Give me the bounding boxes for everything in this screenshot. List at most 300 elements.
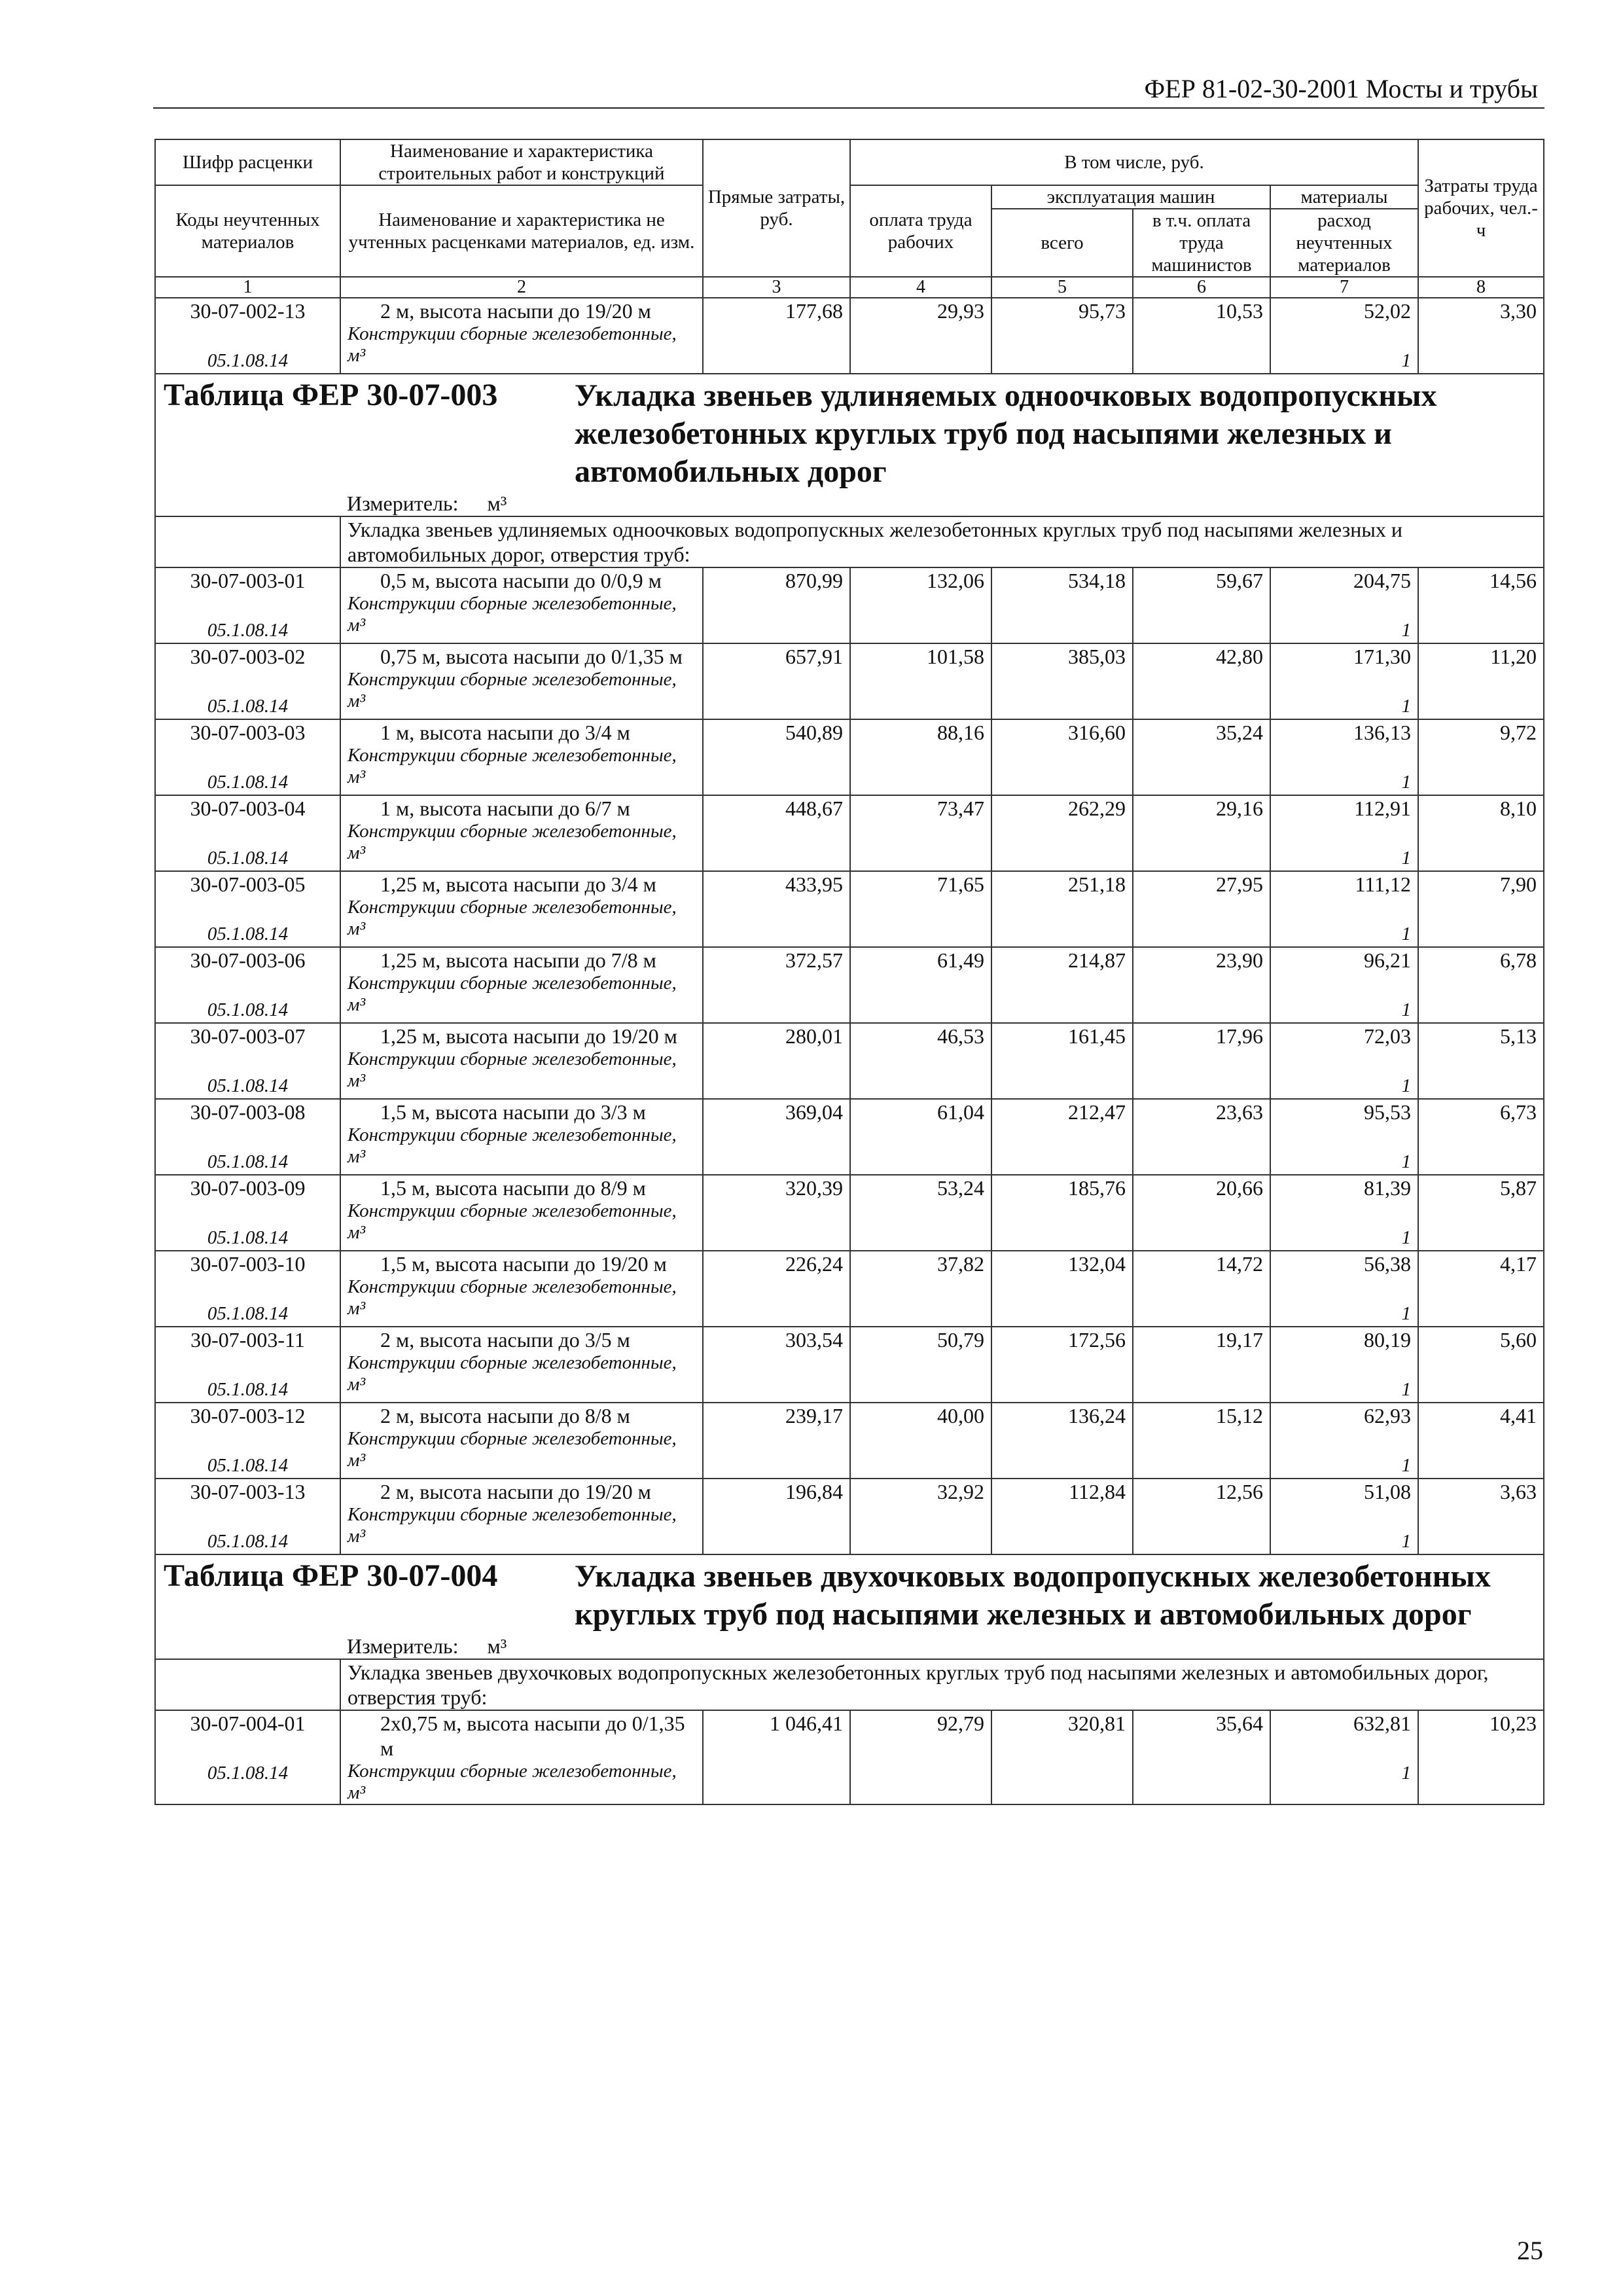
value-labor: 46,53: [850, 1023, 991, 1099]
material-quantity: 1: [1401, 1531, 1411, 1552]
material-code: 05.1.08.14: [207, 1531, 289, 1552]
value-machines: 136,24: [991, 1403, 1133, 1479]
value-materials: 51,08: [1364, 1480, 1411, 1503]
materials-cell: [1270, 567, 1418, 643]
value-hours: 10,23: [1418, 1710, 1544, 1804]
description-row: [155, 516, 1544, 567]
rate-code: 30-07-003-04: [190, 797, 306, 820]
rate-name-cell: [340, 1327, 703, 1403]
material-quantity: 1: [1401, 1075, 1411, 1096]
rate-code-cell: [155, 1175, 340, 1251]
material-name: Конструкции сборные железобетонные, м³: [348, 1049, 677, 1091]
meter-row: [155, 491, 1544, 516]
value-operators: 15,12: [1133, 1403, 1270, 1479]
material-quantity: 1: [1401, 772, 1411, 793]
rate-name: 1,5 м, высота насыпи до 19/20 м: [380, 1252, 667, 1276]
value-materials: 56,38: [1364, 1252, 1411, 1276]
spacer: [1277, 821, 1411, 846]
rate-name: 1,5 м, высота насыпи до 8/9 м: [380, 1176, 646, 1200]
rate-code-cell: [155, 1327, 340, 1403]
value-operators: 35,64: [1133, 1710, 1270, 1804]
rate-name: 2 м, высота насыпи до 3/5 м: [380, 1328, 630, 1352]
table-row: [155, 1403, 1544, 1479]
value-direct: 448,67: [703, 795, 850, 871]
rate-name-cell: [340, 1251, 703, 1327]
col-name-header: Наименование и характеристика строительных работ и конструкций: [340, 139, 703, 185]
rate-name: 1 м, высота насыпи до 3/4 м: [380, 721, 630, 744]
meter-blank: [155, 491, 340, 516]
rate-name-cell: [340, 1099, 703, 1175]
rate-name-cell: [340, 871, 703, 947]
col-hours-header: Затраты труда рабочих, чел.-ч: [1418, 139, 1544, 277]
rate-name: 2х0,75 м, высота насыпи до 0/1,35 м: [380, 1712, 685, 1760]
table-row: [155, 298, 1544, 374]
material-quantity: 1: [1401, 1227, 1411, 1248]
rate-name-cell: [340, 1175, 703, 1251]
material-code: 05.1.08.14: [207, 350, 289, 371]
value-materials: 96,21: [1364, 948, 1411, 972]
page-header-title: ФЕР 81-02-30-2001 Мосты и трубы: [1144, 74, 1538, 103]
value-operators: 14,72: [1133, 1251, 1270, 1327]
meter-unit: м³: [487, 1634, 507, 1658]
material-quantity: 1: [1401, 1379, 1411, 1400]
value-labor: 40,00: [850, 1403, 991, 1479]
rate-name-cell: [340, 1403, 703, 1479]
rate-code: 30-07-003-11: [190, 1328, 305, 1352]
value-hours: 5,13: [1418, 1023, 1544, 1099]
material-code: 05.1.08.14: [207, 696, 289, 717]
material-code: 05.1.08.14: [207, 620, 289, 641]
spacer: [1277, 669, 1411, 694]
description-blank: [155, 1659, 340, 1710]
value-operators: 12,56: [1133, 1479, 1270, 1554]
rate-code-cell: [155, 1710, 340, 1804]
spacer: [162, 1428, 333, 1453]
value-operators: 59,67: [1133, 567, 1270, 643]
value-direct: 196,84: [703, 1479, 850, 1554]
rate-code-cell: [155, 1099, 340, 1175]
col-number: 5: [991, 277, 1133, 298]
value-direct: 320,39: [703, 1175, 850, 1251]
spacer: [1277, 973, 1411, 997]
rate-code: 30-07-003-01: [190, 569, 306, 592]
section-title: [164, 377, 1543, 491]
rate-code: 30-07-003-05: [190, 872, 306, 896]
value-machines: 112,84: [991, 1479, 1133, 1554]
spacer: [1277, 593, 1411, 618]
value-hours: 6,73: [1418, 1099, 1544, 1175]
section-title: [164, 1558, 1543, 1634]
value-hours: 4,17: [1418, 1251, 1544, 1327]
table-row: [155, 1099, 1544, 1175]
col-labor-header: оплата труда рабочих: [850, 185, 991, 277]
rate-code-cell: [155, 947, 340, 1023]
spacer: [1277, 323, 1411, 348]
rate-code: 30-07-003-09: [190, 1176, 306, 1200]
table-row: [155, 1327, 1544, 1403]
spacer: [1277, 1504, 1411, 1529]
value-machines: 320,81: [991, 1710, 1133, 1804]
material-name: Конструкции сборные железобетонные, м³: [348, 1761, 677, 1803]
material-name: Конструкции сборные железобетонные, м³: [348, 745, 677, 787]
col-number: 8: [1418, 277, 1544, 298]
spacer: [162, 745, 333, 770]
materials-cell: [1270, 871, 1418, 947]
value-labor: 132,06: [850, 567, 991, 643]
rate-name: 0,75 м, высота насыпи до 0/1,35 м: [380, 645, 683, 668]
value-labor: 92,79: [850, 1710, 991, 1804]
rate-code-cell: [155, 1023, 340, 1099]
section-title-row: [155, 374, 1544, 491]
col-number: 2: [340, 277, 703, 298]
table-row: [155, 1023, 1544, 1099]
section-title-cell: [155, 374, 1544, 491]
value-operators: 42,80: [1133, 643, 1270, 719]
rate-name: 0,5 м, высота насыпи до 0/0,9 м: [380, 569, 662, 592]
header-row-1: [155, 139, 1544, 185]
page-number: 25: [1517, 2236, 1543, 2265]
materials-cell: [1270, 1479, 1418, 1554]
rate-code: 30-07-003-06: [190, 948, 306, 972]
material-name: Конструкции сборные железобетонные, м³: [348, 1352, 677, 1395]
table-row: [155, 947, 1544, 1023]
material-code: 05.1.08.14: [207, 772, 289, 793]
material-name: Конструкции сборные железобетонные, м³: [348, 1428, 677, 1471]
rate-code: 30-07-003-13: [190, 1480, 306, 1503]
value-hours: 8,10: [1418, 795, 1544, 871]
header-rule: [153, 107, 1544, 109]
spacer: [162, 1736, 333, 1761]
material-quantity: 1: [1401, 848, 1411, 869]
rate-name-cell: [340, 298, 703, 374]
spacer: [1277, 745, 1411, 770]
rate-name-cell: [340, 1710, 703, 1804]
col-operators-header: в т.ч. оплата труда машинистов: [1133, 209, 1270, 277]
material-quantity: 1: [1401, 696, 1411, 717]
value-operators: 23,90: [1133, 947, 1270, 1023]
section-label: Таблица ФЕР 30-07-003: [164, 378, 498, 412]
material-code: 05.1.08.14: [207, 999, 289, 1020]
rate-code-cell: [155, 643, 340, 719]
column-numbers-row: [155, 277, 1544, 298]
rate-name: 2 м, высота насыпи до 8/8 м: [380, 1404, 630, 1427]
col-mat-name-header: Наименование и характеристика не учтенных расценками материалов, ед. изм.: [340, 185, 703, 277]
spacer: [162, 593, 333, 618]
value-materials: 72,03: [1364, 1024, 1411, 1048]
spacer: [162, 1504, 333, 1529]
rate-name: 1,5 м, высота насыпи до 3/3 м: [380, 1100, 646, 1124]
value-labor: 61,04: [850, 1099, 991, 1175]
table-row: [155, 643, 1544, 719]
value-machines: 534,18: [991, 567, 1133, 643]
material-name: Конструкции сборные железобетонные, м³: [348, 1504, 677, 1547]
value-labor: 53,24: [850, 1175, 991, 1251]
value-materials: 171,30: [1353, 645, 1411, 668]
value-machines: 251,18: [991, 871, 1133, 947]
material-code: 05.1.08.14: [207, 1455, 289, 1476]
rate-name-cell: [340, 1479, 703, 1554]
value-direct: 657,91: [703, 643, 850, 719]
spacer: [1277, 897, 1411, 922]
value-operators: 23,63: [1133, 1099, 1270, 1175]
value-machines: 262,29: [991, 795, 1133, 871]
value-machines: 161,45: [991, 1023, 1133, 1099]
table-row: [155, 1479, 1544, 1554]
value-hours: 4,41: [1418, 1403, 1544, 1479]
material-code: 05.1.08.14: [207, 848, 289, 869]
meter-cell: [340, 1634, 1544, 1659]
material-code: 05.1.08.14: [207, 1763, 289, 1784]
spacer: [162, 1200, 333, 1225]
material-quantity: 1: [1401, 620, 1411, 641]
value-machines: 214,87: [991, 947, 1133, 1023]
col-number: 1: [155, 277, 340, 298]
materials-cell: [1270, 1023, 1418, 1099]
value-direct: 433,95: [703, 871, 850, 947]
rate-code-cell: [155, 1251, 340, 1327]
value-hours: 9,72: [1418, 719, 1544, 795]
meter-unit: м³: [487, 492, 507, 515]
value-direct: 177,68: [703, 298, 850, 374]
material-quantity: 1: [1401, 1151, 1411, 1172]
meter-blank: [155, 1634, 340, 1659]
value-operators: 29,16: [1133, 795, 1270, 871]
materials-cell: [1270, 947, 1418, 1023]
materials-cell: [1270, 1403, 1418, 1479]
rate-name: 1 м, высота насыпи до 6/7 м: [380, 797, 630, 820]
rate-code-cell: [155, 298, 340, 374]
value-machines: 132,04: [991, 1251, 1133, 1327]
rate-name-cell: [340, 719, 703, 795]
material-name: Конструкции сборные железобетонные, м³: [348, 1124, 677, 1167]
value-hours: 5,60: [1418, 1327, 1544, 1403]
value-hours: 3,63: [1418, 1479, 1544, 1554]
rate-code-cell: [155, 795, 340, 871]
value-materials: 81,39: [1364, 1176, 1411, 1200]
value-labor: 37,82: [850, 1251, 991, 1327]
rate-name-cell: [340, 1023, 703, 1099]
value-hours: 6,78: [1418, 947, 1544, 1023]
spacer: [162, 897, 333, 922]
rate-code: 30-07-003-08: [190, 1100, 306, 1124]
meter-label: Измеритель:: [347, 1634, 459, 1658]
value-labor: 101,58: [850, 643, 991, 719]
value-materials: 111,12: [1355, 872, 1411, 896]
table-row: [155, 795, 1544, 871]
value-direct: 226,24: [703, 1251, 850, 1327]
materials-cell: [1270, 643, 1418, 719]
value-machines: 316,60: [991, 719, 1133, 795]
value-direct: 369,04: [703, 1099, 850, 1175]
rate-code: 30-07-002-13: [190, 299, 306, 323]
table-row: [155, 871, 1544, 947]
material-name: Конструкции сборные железобетонные, м³: [348, 1276, 677, 1319]
rate-name: 2 м, высота насыпи до 19/20 м: [380, 299, 651, 323]
rate-name: 1,25 м, высота насыпи до 7/8 м: [380, 948, 656, 972]
material-quantity: 1: [1401, 1763, 1411, 1784]
rate-name: 2 м, высота насыпи до 19/20 м: [380, 1480, 651, 1503]
value-operators: 17,96: [1133, 1023, 1270, 1099]
col-shifr-header: Шифр расценки: [155, 139, 340, 185]
rate-name-cell: [340, 947, 703, 1023]
materials-cell: [1270, 1175, 1418, 1251]
col-number: 6: [1133, 277, 1270, 298]
spacer: [162, 323, 333, 348]
material-code: 05.1.08.14: [207, 1227, 289, 1248]
rate-code: 30-07-003-10: [190, 1252, 306, 1276]
value-materials: 80,19: [1364, 1328, 1411, 1352]
value-machines: 185,76: [991, 1175, 1133, 1251]
spacer: [162, 669, 333, 694]
value-materials: 112,91: [1354, 797, 1411, 820]
value-hours: 14,56: [1418, 567, 1544, 643]
rate-code-cell: [155, 1403, 340, 1479]
value-labor: 61,49: [850, 947, 991, 1023]
value-operators: 27,95: [1133, 871, 1270, 947]
rates-table: [154, 139, 1544, 1805]
value-materials: 632,81: [1353, 1712, 1411, 1735]
rate-code: 30-07-003-03: [190, 721, 306, 744]
material-name: Конструкции сборные железобетонные, м³: [348, 973, 677, 1015]
material-code: 05.1.08.14: [207, 1379, 289, 1400]
value-labor: 32,92: [850, 1479, 991, 1554]
rate-code: 30-07-003-07: [190, 1024, 306, 1048]
materials-cell: [1270, 1710, 1418, 1804]
value-machines: 172,56: [991, 1327, 1133, 1403]
value-direct: 540,89: [703, 719, 850, 795]
rate-name-cell: [340, 795, 703, 871]
value-materials: 95,53: [1364, 1100, 1411, 1124]
section-title-cell: [155, 1554, 1544, 1634]
meter-label: Измеритель:: [347, 492, 459, 515]
section-label: Таблица ФЕР 30-07-004: [164, 1558, 498, 1593]
material-quantity: 1: [1401, 999, 1411, 1020]
spacer: [1277, 1276, 1411, 1301]
rate-name-cell: [340, 643, 703, 719]
value-operators: 35,24: [1133, 719, 1270, 795]
section-title-row: [155, 1554, 1544, 1634]
rate-code-cell: [155, 567, 340, 643]
section-description: Укладка звеньев двухочковых водопропускных железобетонных круглых труб под насыпями железных и автомобильных дорог, отверстия труб:: [340, 1659, 1544, 1710]
material-code: 05.1.08.14: [207, 1303, 289, 1324]
material-quantity: 1: [1401, 350, 1411, 371]
table-row: [155, 719, 1544, 795]
value-materials: 52,02: [1364, 299, 1411, 323]
spacer: [1277, 1124, 1411, 1149]
value-hours: 3,30: [1418, 298, 1544, 374]
materials-cell: [1270, 1099, 1418, 1175]
col-direct-header: Прямые затраты, руб.: [703, 139, 850, 277]
value-direct: 303,54: [703, 1327, 850, 1403]
value-machines: 212,47: [991, 1099, 1133, 1175]
value-labor: 29,93: [850, 298, 991, 374]
description-row: [155, 1659, 1544, 1710]
materials-cell: [1270, 1327, 1418, 1403]
value-materials: 136,13: [1353, 721, 1411, 744]
material-code: 05.1.08.14: [207, 1075, 289, 1096]
spacer: [1277, 1428, 1411, 1453]
rate-code: 30-07-003-12: [190, 1404, 306, 1427]
value-labor: 50,79: [850, 1327, 991, 1403]
spacer: [1277, 1736, 1411, 1761]
spacer: [162, 973, 333, 997]
spacer: [162, 1124, 333, 1149]
rate-code: 30-07-003-02: [190, 645, 306, 668]
value-direct: 280,01: [703, 1023, 850, 1099]
col-codes-header: Коды неучтенных материалов: [155, 185, 340, 277]
value-hours: 11,20: [1418, 643, 1544, 719]
table-row: [155, 1251, 1544, 1327]
material-name: Конструкции сборные железобетонные, м³: [348, 897, 677, 939]
value-operators: 20,66: [1133, 1175, 1270, 1251]
col-machines-group-header: эксплуатация машин: [991, 185, 1270, 209]
description-blank: [155, 516, 340, 567]
material-code: 05.1.08.14: [207, 924, 289, 944]
rate-name-cell: [340, 567, 703, 643]
spacer: [162, 1049, 333, 1073]
value-direct: 239,17: [703, 1403, 850, 1479]
value-labor: 73,47: [850, 795, 991, 871]
spacer: [162, 821, 333, 846]
col-mat-qty-header: расход неучтенных материалов: [1270, 209, 1418, 277]
value-machines: 385,03: [991, 643, 1133, 719]
material-name: Конструкции сборные железобетонные, м³: [348, 593, 677, 636]
section-heading: Укладка звеньев удлиняемых одноочковых водопропускных железобетонных круглых труб под насыпями железных и автомобильных дорог: [575, 378, 1437, 489]
material-code: 05.1.08.14: [207, 1151, 289, 1172]
value-materials: 62,93: [1364, 1404, 1411, 1427]
rate-code-cell: [155, 719, 340, 795]
value-operators: 10,53: [1133, 298, 1270, 374]
col-number: 3: [703, 277, 850, 298]
value-operators: 19,17: [1133, 1327, 1270, 1403]
materials-cell: [1270, 1251, 1418, 1327]
value-hours: 5,87: [1418, 1175, 1544, 1251]
materials-cell: [1270, 795, 1418, 871]
rate-code-cell: [155, 871, 340, 947]
section-heading: Укладка звеньев двухочковых водопропускных железобетонных круглых труб под насыпями железных и автомобильных дорог: [575, 1559, 1491, 1632]
table-row: [155, 1710, 1544, 1804]
material-name: Конструкции сборные железобетонные, м³: [348, 669, 677, 711]
rate-code-cell: [155, 1479, 340, 1554]
material-quantity: 1: [1401, 924, 1411, 944]
col-materials-group-header: материалы: [1270, 185, 1418, 209]
material-quantity: 1: [1401, 1455, 1411, 1476]
spacer: [1277, 1200, 1411, 1225]
value-direct: 1 046,41: [703, 1710, 850, 1804]
col-number: 7: [1270, 277, 1418, 298]
meter-row: [155, 1634, 1544, 1659]
value-direct: 372,57: [703, 947, 850, 1023]
spacer: [162, 1276, 333, 1301]
rate-code: 30-07-004-01: [190, 1712, 306, 1735]
value-hours: 7,90: [1418, 871, 1544, 947]
col-including-header: В том числе, руб.: [850, 139, 1418, 185]
material-name: Конструкции сборные железобетонные, м³: [348, 323, 677, 366]
material-name: Конструкции сборные железобетонные, м³: [348, 1200, 677, 1243]
spacer: [1277, 1049, 1411, 1073]
col-machines-total-header: всего: [991, 209, 1133, 277]
value-machines: 95,73: [991, 298, 1133, 374]
materials-cell: [1270, 719, 1418, 795]
materials-cell: [1270, 298, 1418, 374]
rate-name: 1,25 м, высота насыпи до 3/4 м: [380, 872, 656, 896]
material-quantity: 1: [1401, 1303, 1411, 1324]
value-materials: 204,75: [1353, 569, 1411, 592]
value-labor: 88,16: [850, 719, 991, 795]
meter-cell: [340, 491, 1544, 516]
value-direct: 870,99: [703, 567, 850, 643]
table-row: [155, 567, 1544, 643]
